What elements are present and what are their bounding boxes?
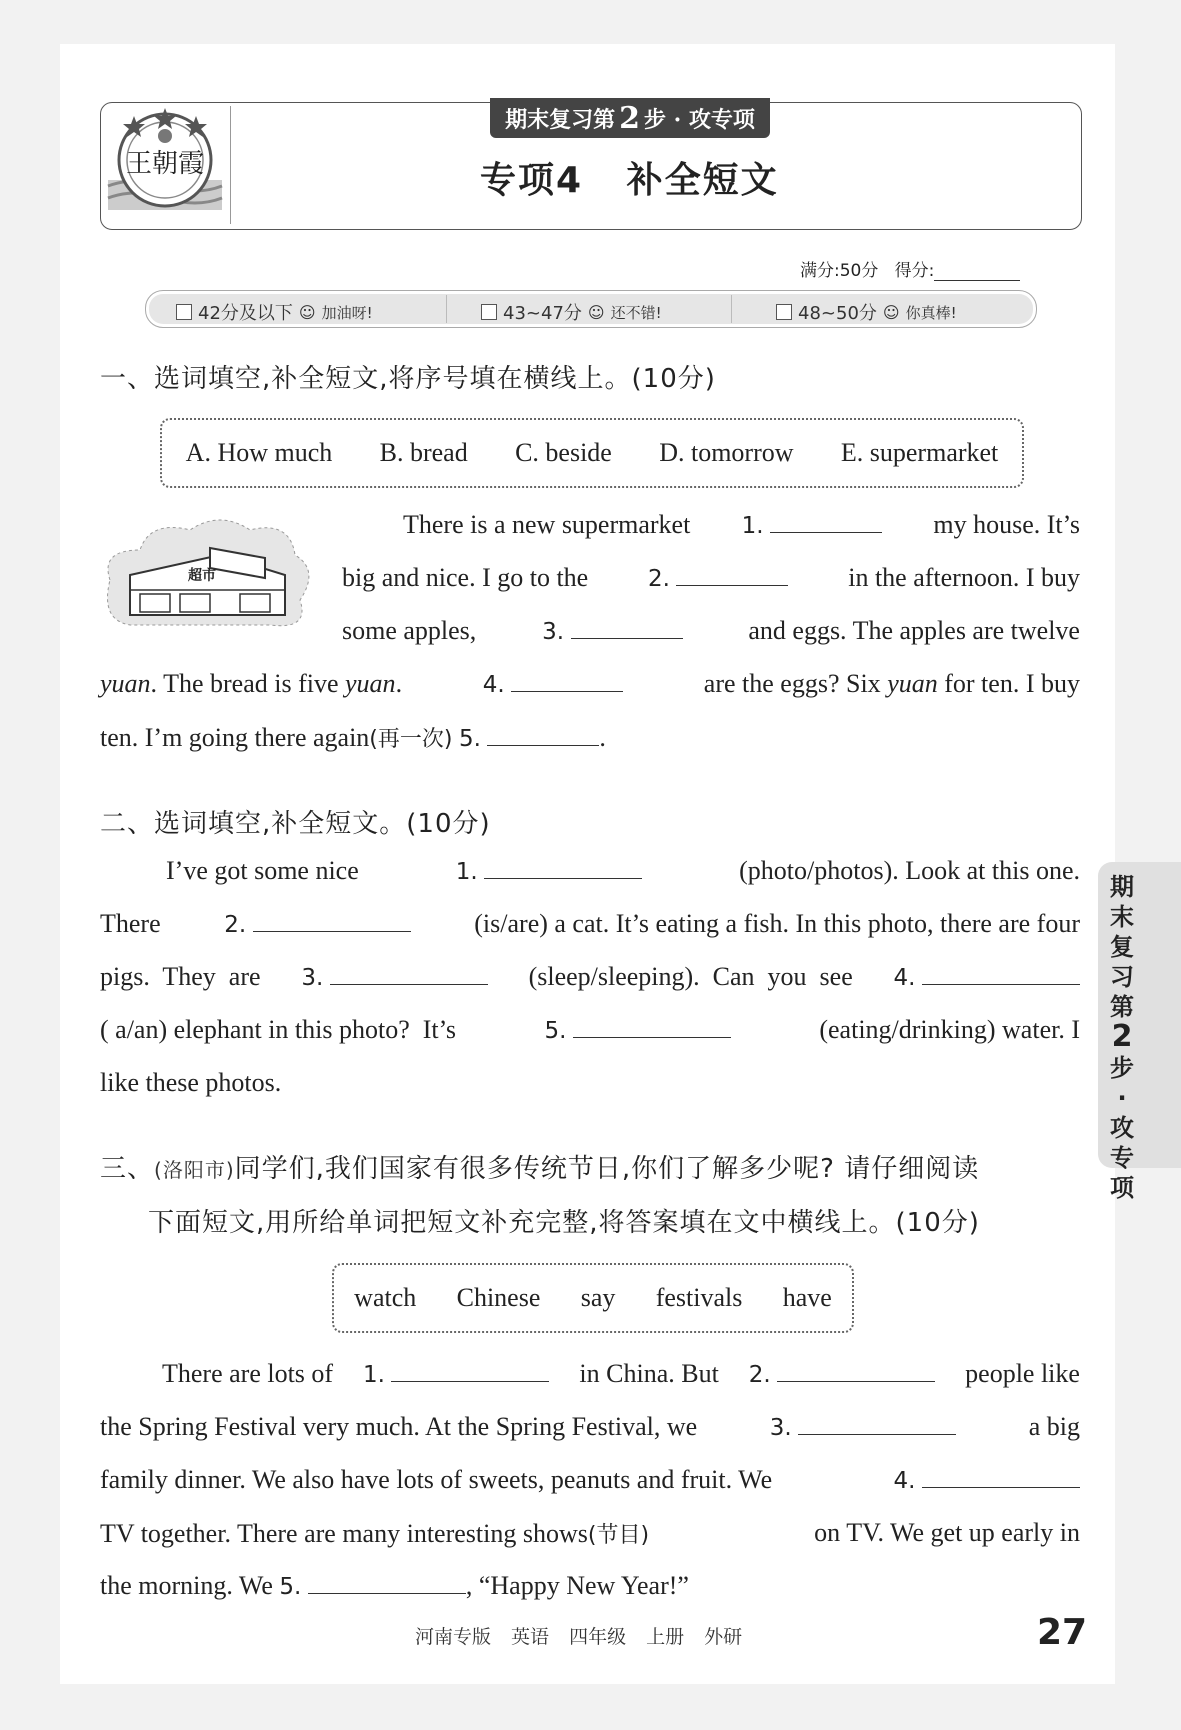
text: big and nice. I go to the <box>342 563 589 592</box>
text: ( a/an) elephant in this photo? It’s <box>100 1015 456 1044</box>
side-tab-prefix: 期末复习第 <box>1110 873 1134 1021</box>
blank-group <box>456 856 642 886</box>
blank-number: 4. <box>482 672 505 698</box>
text: 同学们,我们国家有很多传统节日,你们了解多少呢? 请仔细阅读 <box>234 1154 980 1184</box>
svg-text:超市: 超市 <box>188 568 216 584</box>
text: in China. But <box>579 1359 719 1388</box>
text: a big <box>1028 1412 1080 1441</box>
option-d: D. tomorrow <box>659 438 794 467</box>
answer-blank-5[interactable] <box>487 723 599 746</box>
blank-number: 3. <box>769 1415 792 1441</box>
rating-cheer: 你真棒! <box>905 303 957 322</box>
blank-number: 1. <box>741 513 764 539</box>
s1-line5 <box>100 722 606 753</box>
chinese-gloss: (再一次) <box>369 727 453 752</box>
option-e: E. supermarket <box>840 438 999 467</box>
publisher-logo <box>104 106 226 224</box>
rating-divider <box>446 295 447 323</box>
rating-cheer: 加油呀! <box>321 303 373 322</box>
s2-line1 <box>166 856 1080 886</box>
side-tab-text <box>1108 872 1136 1203</box>
text: (sleep/sleeping). Can you see <box>528 962 853 991</box>
rating-range: 43~47分 <box>503 303 582 324</box>
blank-group <box>301 962 487 992</box>
blank-number: 5. <box>458 726 481 752</box>
score-row <box>800 256 1020 281</box>
s1-line2 <box>342 563 1080 593</box>
text: There is a new supermarket <box>403 510 691 539</box>
text: ten. I’m going there again <box>100 723 370 752</box>
step-suffix: 步 · 攻专项 <box>643 106 755 133</box>
text: (is/are) a cat. It’s eating a fish. In this photo, there are four <box>474 909 1080 938</box>
text: in the afternoon. I buy <box>848 563 1080 592</box>
s1-line4 <box>100 669 1080 699</box>
supermarket-illustration <box>100 510 320 630</box>
blank-group <box>542 616 682 646</box>
text: . The bread is five <box>150 669 339 698</box>
blank-number: 3. <box>542 619 565 645</box>
rating-mid <box>481 299 662 325</box>
s2-line2 <box>100 909 1080 939</box>
section-number: 三、 <box>100 1154 155 1184</box>
blank-group <box>742 510 882 540</box>
rating-range: 42分及以下 <box>198 303 293 324</box>
checkbox[interactable] <box>776 304 792 320</box>
section3-title-line2: 下面短文,用所给单词把短文补充完整,将答案填在文中横线上。(10分) <box>148 1208 980 1238</box>
s1-line3 <box>342 616 1080 646</box>
blank-group <box>224 909 410 939</box>
answer-blank-4[interactable] <box>511 669 623 692</box>
text: some apples, <box>342 616 477 645</box>
chinese-gloss: (节目) <box>587 1523 650 1548</box>
footer-edition: 河南专版 英语 四年级 上册 外研 <box>415 1626 743 1648</box>
step-number: 2 <box>619 100 640 136</box>
blank-number: 3. <box>301 965 324 991</box>
word-3: say <box>580 1283 616 1312</box>
full-score-label: 满分:50分 <box>800 261 879 281</box>
text: . <box>599 723 606 752</box>
blank-number: 5. <box>544 1018 567 1044</box>
section1-options <box>160 418 1024 488</box>
page-title: 专项4 补全短文 <box>480 160 779 201</box>
s1-line1 <box>403 510 1080 540</box>
s3-line1 <box>162 1359 1080 1389</box>
score-blank[interactable] <box>934 264 1020 281</box>
section3-title-line1 <box>100 1148 979 1185</box>
blank-number: 1. <box>455 859 478 885</box>
blank-group <box>770 1412 956 1442</box>
text: my house. It’s <box>933 510 1080 539</box>
answer-blank-5[interactable] <box>573 1015 731 1038</box>
text: . <box>395 669 403 698</box>
smile-icon: ☺ <box>587 302 605 322</box>
text: , “Happy New Year!” <box>465 1571 689 1600</box>
page-number: 27 <box>1037 1612 1088 1653</box>
s2-line5: like these photos. <box>100 1068 282 1097</box>
text: There are lots of <box>162 1359 334 1388</box>
text: and eggs. The apples are twelve <box>748 616 1080 645</box>
section1-title: 一、选词填空,补全短文,将序号填在横线上。(10分) <box>100 364 716 394</box>
answer-blank-1[interactable] <box>484 856 642 879</box>
blank-group <box>648 563 788 593</box>
text-group <box>704 669 1080 699</box>
text: pigs. They are <box>100 962 261 991</box>
s3-line3 <box>100 1465 1080 1495</box>
blank-number: 4. <box>893 965 916 991</box>
word-4: festivals <box>655 1283 743 1312</box>
blank-group <box>894 962 1080 992</box>
text: the morning. We <box>100 1571 273 1600</box>
answer-blank-1[interactable] <box>391 1359 549 1382</box>
answer-blank-5[interactable] <box>308 1571 466 1594</box>
text: are the eggs? Six <box>703 669 881 698</box>
step-prefix: 期末复习第 <box>505 106 616 133</box>
blank-number: 2. <box>748 1362 771 1388</box>
s2-line3 <box>100 962 1080 992</box>
got-score-label: 得分: <box>894 261 935 281</box>
logo-divider <box>230 106 231 224</box>
text: people like <box>965 1359 1080 1388</box>
s3-line2 <box>100 1412 1080 1442</box>
rating-low <box>176 299 373 325</box>
rating-range: 48~50分 <box>798 303 877 324</box>
s3-line5 <box>100 1571 689 1601</box>
blank-number: 2. <box>648 566 670 592</box>
answer-blank-1[interactable] <box>770 510 882 533</box>
italic-word: yuan <box>345 669 396 698</box>
answer-blank-3[interactable] <box>798 1412 956 1435</box>
smile-icon: ☺ <box>298 302 316 322</box>
answer-blank-4[interactable] <box>922 1465 1080 1488</box>
word-1: watch <box>354 1283 417 1312</box>
step-banner <box>490 98 770 138</box>
rating-bar <box>145 290 1037 328</box>
italic-word: yuan <box>100 669 151 698</box>
word-2: Chinese <box>456 1283 541 1312</box>
option-c: C. beside <box>515 438 612 467</box>
blank-number: 1. <box>363 1362 385 1388</box>
text: TV together. There are many interesting shows <box>100 1519 588 1548</box>
section3-word-bank <box>332 1263 854 1333</box>
answer-blank-2[interactable] <box>777 1359 935 1382</box>
blank-number: 2. <box>224 912 247 938</box>
option-a: A. How much <box>185 438 333 467</box>
text: I’ve got some nice <box>166 856 359 885</box>
answer-blank-3[interactable] <box>330 962 488 985</box>
section2-title: 二、选词填空,补全短文。(10分) <box>100 809 491 839</box>
text: the Spring Festival very much. At the Spring Festival, we <box>100 1412 698 1441</box>
side-tab-suffix: 步·攻专项 <box>1110 1054 1134 1202</box>
text: on TV. We get up early in <box>814 1518 1080 1547</box>
text: (photo/photos). Look at this one. <box>739 856 1080 885</box>
blank-group <box>544 1015 730 1045</box>
answer-blank-3[interactable] <box>571 616 683 639</box>
text: family dinner. We also have lots of sweets, peanuts and fruit. We <box>100 1465 773 1494</box>
s2-line4 <box>100 1015 1080 1045</box>
word-5: have <box>782 1283 832 1312</box>
checkbox[interactable] <box>176 304 192 320</box>
rating-cheer: 还不错! <box>610 303 662 322</box>
blank-group <box>749 1359 935 1389</box>
italic-word: yuan <box>887 669 938 698</box>
checkbox[interactable] <box>481 304 497 320</box>
text-group <box>100 1518 649 1549</box>
svg-text:王朝霞: 王朝霞 <box>125 149 205 179</box>
s3-line4 <box>100 1518 1080 1549</box>
blank-number: 4. <box>893 1468 916 1494</box>
smile-icon: ☺ <box>882 302 900 322</box>
text-group <box>100 669 402 699</box>
rating-high <box>776 299 957 325</box>
side-tab-number: 2 <box>1111 1019 1133 1054</box>
answer-blank-2[interactable] <box>676 563 788 586</box>
answer-blank-4[interactable] <box>922 962 1080 985</box>
blank-group <box>894 1465 1080 1495</box>
text: (eating/drinking) water. I <box>819 1015 1080 1044</box>
rating-divider <box>731 295 732 323</box>
answer-blank-2[interactable] <box>253 909 411 932</box>
blank-group <box>363 1359 549 1389</box>
text: There <box>100 909 161 938</box>
text: for ten. I buy <box>944 669 1080 698</box>
city-tag: (洛阳市) <box>154 1158 235 1182</box>
blank-number: 5. <box>279 1574 302 1600</box>
option-b: B. bread <box>379 438 468 467</box>
blank-group <box>483 669 623 699</box>
